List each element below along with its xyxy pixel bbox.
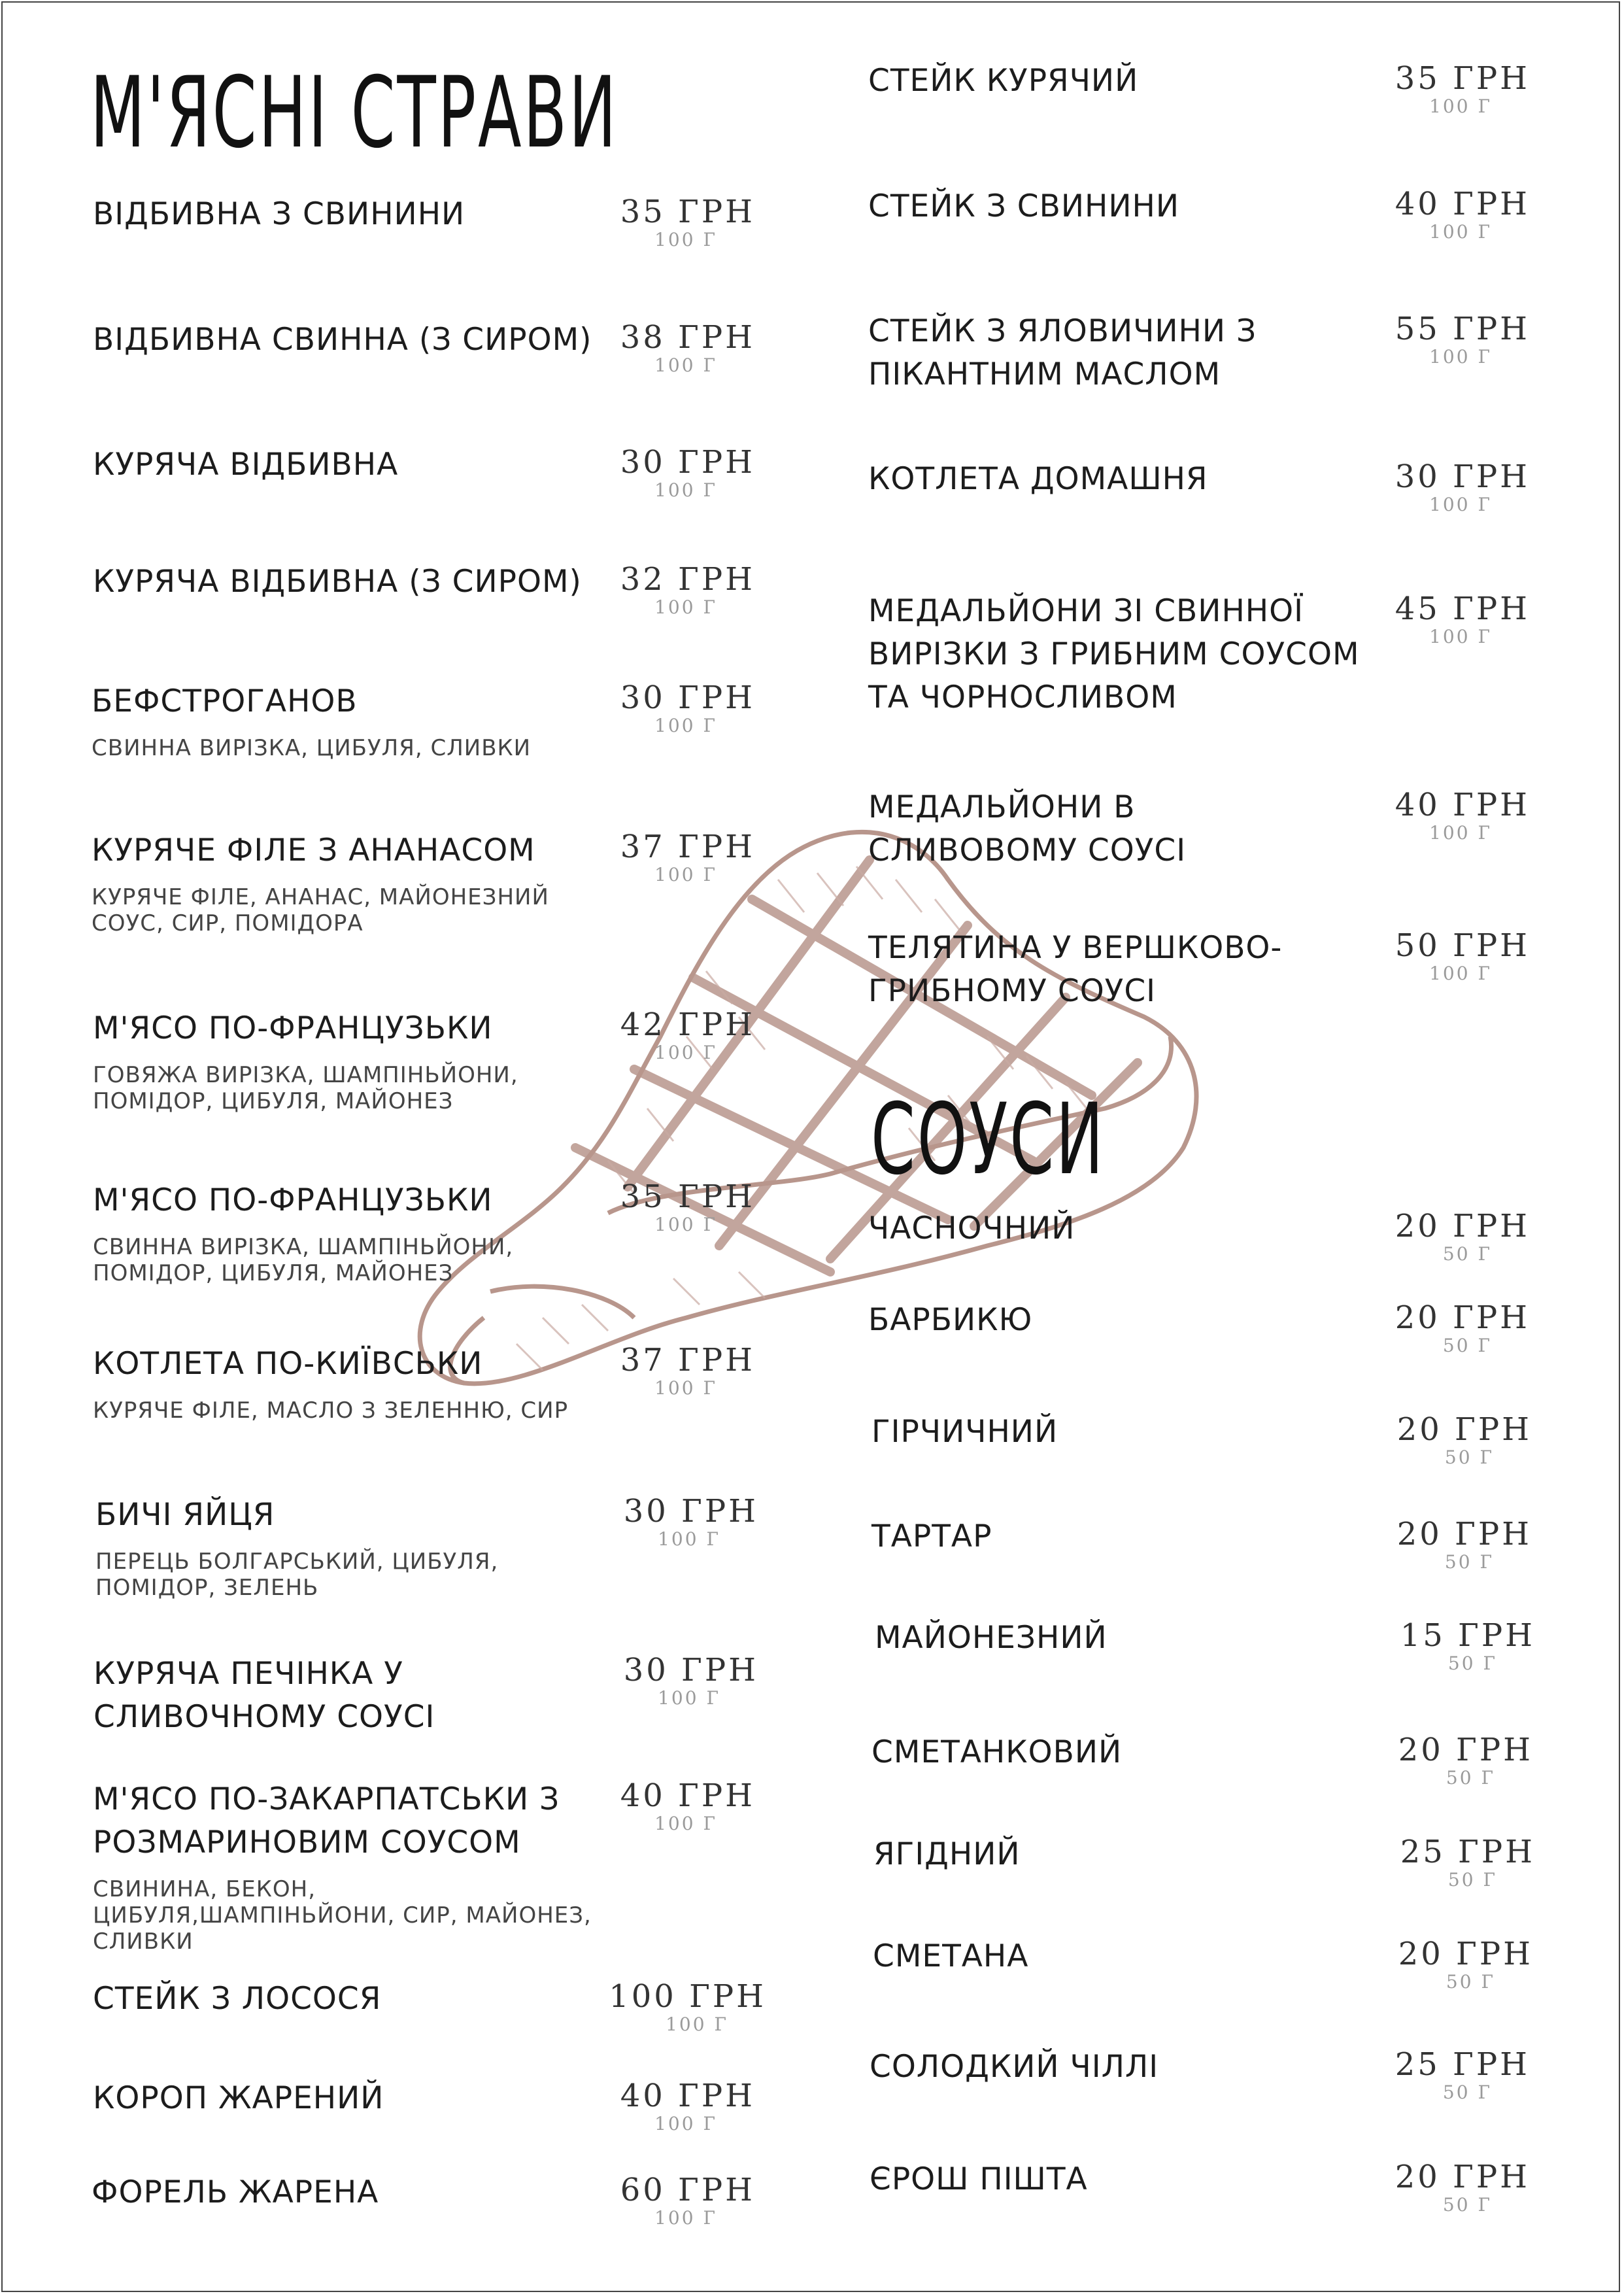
menu-item [93, 1179, 616, 1286]
menu-item [93, 1007, 616, 1114]
item-weight: 100 Г [658, 1528, 720, 1550]
item-name: ЯГІДНИЙ [873, 1836, 1021, 1872]
price-value: 20 ГРН [1398, 1732, 1533, 1768]
menu-item [92, 829, 615, 936]
item-price [1337, 1936, 1533, 1992]
item-weight: 100 Г [654, 229, 717, 250]
sauce-item [871, 1731, 1329, 1774]
item-weight: 100 Г [658, 1687, 720, 1709]
price-value: 30 ГРН [620, 444, 755, 481]
item-price [1334, 787, 1530, 843]
menu-item [95, 1494, 618, 1601]
menu-item [868, 786, 1352, 872]
item-weight: 100 Г [666, 2013, 728, 2035]
item-price [559, 1777, 755, 1834]
item-name: СМЕТАНА [873, 1938, 1029, 1974]
sauce-item [873, 1833, 1331, 1876]
item-weight: 50 Г [1442, 2082, 1492, 2103]
item-description: КУРЯЧЕ ФІЛЕ, АНАНАС, МАЙОНЕЗНИЙ СОУС, СИР, ПОМІДОРА [92, 884, 549, 936]
item-name: ВІДБИВНА З СВИНИНИ [93, 196, 465, 232]
price-value: 38 ГРН [620, 319, 755, 356]
menu-item [868, 458, 1365, 501]
item-weight: 100 Г [654, 1214, 717, 1235]
price-value: 40 ГРН [620, 1777, 755, 1814]
section-title-sauces: СОУСИ [871, 1083, 1106, 1197]
price-value: 100 ГРН [609, 1978, 766, 2015]
item-weight: 50 Г [1442, 2194, 1492, 2216]
item-price [559, 561, 755, 617]
item-name: МЕДАЛЬЙОНИ В СЛИВОВОМУ СОУСІ [868, 789, 1187, 868]
item-price [559, 829, 755, 885]
price-value: 40 ГРН [1395, 186, 1530, 222]
item-name: КУРЯЧЕ ФІЛЕ З АНАНАСОМ [92, 832, 535, 868]
item-price [559, 319, 755, 375]
price-value: 32 ГРН [620, 561, 755, 598]
item-weight: 100 Г [1429, 626, 1492, 647]
price-value: 60 ГРН [620, 2172, 755, 2208]
item-name: КУРЯЧА ВІДБИВНА [93, 447, 399, 483]
item-weight: 100 Г [654, 354, 717, 376]
price-value: 30 ГРН [620, 679, 755, 716]
item-price [1334, 1299, 1530, 1356]
item-price [562, 1652, 758, 1708]
item-weight: 100 Г [654, 864, 717, 885]
menu-item [868, 927, 1326, 1013]
item-description: ГОВЯЖА ВИРІЗКА, ШАМПІНЬЙОНИ, ПОМІДОР, ЦИБУЛЯ, МАЙОНЕЗ [93, 1062, 518, 1114]
sauce-item [875, 1617, 1332, 1660]
item-price [559, 2172, 755, 2228]
item-weight: 100 Г [654, 479, 717, 501]
price-value: 40 ГРН [1395, 787, 1530, 823]
item-price [1337, 1732, 1533, 1788]
menu-item [93, 318, 616, 362]
price-value: 37 ГРН [620, 1342, 755, 1379]
item-weight: 50 Г [1444, 1551, 1494, 1573]
item-weight: 100 Г [654, 596, 717, 618]
item-price [559, 679, 755, 736]
item-price [1334, 458, 1530, 515]
item-name: СТЕЙК З ЯЛОВИЧИНИ З ПІКАНТНИМ МАСЛОМ [868, 313, 1257, 392]
menu-item [93, 560, 616, 604]
price-value: 20 ГРН [1396, 1516, 1532, 1552]
sauce-item [868, 1207, 1326, 1250]
item-description: ПЕРЕЦЬ БОЛГАРСЬКИЙ, ЦИБУЛЯ, ПОМІДОР, ЗЕЛЕНЬ [95, 1549, 499, 1601]
item-price [559, 1006, 755, 1063]
item-price [1334, 927, 1530, 984]
item-name: КОТЛЕТА ДОМАШНЯ [868, 461, 1208, 497]
menu-item [92, 2171, 615, 2214]
item-name: СМЕТАНКОВИЙ [871, 1734, 1123, 1770]
menu-item [93, 1978, 616, 2021]
item-name: ЄРОШ ПІШТА [870, 2161, 1088, 2197]
item-price [1334, 1208, 1530, 1264]
item-weight: 50 Г [1442, 1335, 1492, 1356]
item-price [1334, 2159, 1530, 2215]
sauce-item [871, 1515, 1329, 1558]
item-name: ЧАСНОЧНИЙ [868, 1210, 1075, 1246]
sauce-item [873, 1935, 1330, 1978]
price-value: 35 ГРН [620, 194, 755, 230]
item-name: МАЙОНЕЗНИЙ [875, 1620, 1108, 1656]
item-price [1334, 311, 1530, 367]
item-name: БАРБИКЮ [868, 1302, 1033, 1338]
item-price [1334, 186, 1530, 242]
menu-item [868, 590, 1378, 719]
item-weight: 100 Г [654, 1813, 717, 1834]
item-weight: 100 Г [654, 1042, 717, 1063]
item-weight: 100 Г [1429, 494, 1492, 515]
item-name: М'ЯСО ПО-ЗАКАРПАТСЬКИ З РОЗМАРИНОВИМ СОУСОМ [93, 1781, 560, 1860]
price-value: 35 ГРН [1395, 60, 1530, 97]
price-value: 55 ГРН [1395, 311, 1530, 347]
item-name: СТЕЙК З ЛОСОСЯ [93, 1981, 382, 2017]
item-price [1336, 1411, 1532, 1467]
price-value: 20 ГРН [1395, 1299, 1530, 1336]
price-value: 25 ГРН [1395, 2046, 1530, 2083]
item-weight: 50 Г [1446, 1767, 1495, 1789]
price-value: 15 ГРН [1400, 1617, 1535, 1654]
price-value: 20 ГРН [1396, 1411, 1532, 1448]
item-description: КУРЯЧЕ ФІЛЕ, МАСЛО З ЗЕЛЕННЮ, СИР [93, 1397, 569, 1424]
item-description: СВИНИНА, БЕКОН, ЦИБУЛЯ,ШАМПІНЬЙОНИ, СИР, МАЙОНЕЗ, СЛИВКИ [93, 1876, 592, 1955]
price-value: 30 ГРН [623, 1652, 758, 1688]
menu-item [868, 60, 1365, 103]
item-price [1339, 1834, 1535, 1890]
item-weight: 100 Г [1429, 822, 1492, 844]
item-weight: 100 Г [654, 1377, 717, 1399]
menu-item [93, 1778, 603, 1955]
item-name: ВІДБИВНА СВИННА (З СИРОМ) [93, 322, 592, 358]
menu-item [93, 2077, 616, 2120]
price-value: 35 ГРН [620, 1178, 755, 1215]
price-value: 42 ГРН [620, 1006, 755, 1043]
price-value: 37 ГРН [620, 829, 755, 865]
item-weight: 50 Г [1446, 1971, 1495, 1993]
item-weight: 100 Г [1429, 963, 1492, 984]
item-weight: 100 Г [1429, 221, 1492, 243]
price-value: 50 ГРН [1395, 927, 1530, 964]
item-name: ТЕЛЯТИНА У ВЕРШКОВО-ГРИБНОМУ СОУСІ [868, 930, 1283, 1009]
item-price [559, 194, 755, 250]
price-value: 25 ГРН [1400, 1834, 1535, 1870]
price-value: 30 ГРН [1395, 458, 1530, 495]
item-name: СТЕЙК З СВИНИНИ [868, 188, 1179, 224]
price-value: 30 ГРН [623, 1493, 758, 1530]
menu-item [868, 310, 1300, 396]
item-name: КУРЯЧА ВІДБИВНА (З СИРОМ) [93, 564, 582, 600]
item-weight: 100 Г [1429, 95, 1492, 117]
item-weight: 50 Г [1447, 1653, 1497, 1674]
item-name: ТАРТАР [871, 1518, 992, 1554]
item-price [1334, 591, 1530, 647]
item-weight: 50 Г [1447, 1869, 1497, 1891]
menu-item [92, 680, 615, 761]
item-name: КОРОП ЖАРЕНИЙ [93, 2080, 384, 2116]
price-value: 40 ГРН [620, 2078, 755, 2114]
item-name: ГІРЧИЧНИЙ [871, 1414, 1058, 1450]
item-price [1336, 1516, 1532, 1572]
item-name: СОЛОДКИЙ ЧІЛЛІ [870, 2049, 1159, 2085]
item-name: БИЧІ ЯЙЦЯ [95, 1497, 275, 1533]
item-weight: 100 Г [654, 2207, 717, 2229]
menu-item [93, 1653, 630, 1739]
menu-item [93, 193, 616, 236]
menu-item [868, 185, 1365, 228]
item-price [570, 1978, 766, 2034]
item-weight: 100 Г [654, 2113, 717, 2134]
section-title-meat: М'ЯСНІ СТРАВИ [90, 56, 618, 170]
price-value: 20 ГРН [1395, 2159, 1530, 2195]
sauce-item [870, 2158, 1327, 2201]
item-name: ФОРЕЛЬ ЖАРЕНА [92, 2174, 379, 2210]
sauce-item [870, 2046, 1327, 2089]
item-name: КУРЯЧА ПЕЧІНКА У СЛИВОЧНОМУ СОУСІ [93, 1656, 435, 1735]
item-price [559, 1178, 755, 1235]
item-price [1339, 1617, 1535, 1673]
item-price [562, 1493, 758, 1549]
item-weight: 100 Г [1429, 346, 1492, 368]
item-price [1334, 2046, 1530, 2102]
item-name: КОТЛЕТА ПО-КИЇВСЬКИ [93, 1346, 483, 1382]
item-name: СТЕЙК КУРЯЧИЙ [868, 63, 1139, 99]
item-name: БЕФСТРОГАНОВ [92, 683, 358, 719]
item-name: МЕДАЛЬЙОНИ ЗІ СВИННОЇ ВИРІЗКИ З ГРИБНИМ СОУСОМ ТА ЧОРНОСЛИВОМ [868, 593, 1360, 715]
item-description: СВИННА ВИРІЗКА, ШАМПІНЬЙОНИ, ПОМІДОР, ЦИБУЛЯ, МАЙОНЕЗ [93, 1234, 514, 1286]
price-value: 45 ГРН [1395, 591, 1530, 627]
sauce-item [871, 1411, 1329, 1454]
item-price [559, 2078, 755, 2134]
item-price [1334, 60, 1530, 116]
item-description: СВИННА ВИРІЗКА, ЦИБУЛЯ, СЛИВКИ [92, 735, 532, 761]
price-value: 20 ГРН [1395, 1208, 1530, 1244]
item-weight: 100 Г [654, 715, 717, 736]
price-value: 20 ГРН [1398, 1936, 1533, 1972]
item-weight: 50 Г [1444, 1447, 1494, 1468]
sauce-item [868, 1299, 1326, 1342]
item-name: М'ЯСО ПО-ФРАНЦУЗЬКИ [93, 1182, 493, 1218]
item-name: М'ЯСО ПО-ФРАНЦУЗЬКИ [93, 1010, 493, 1046]
menu-item [93, 1343, 616, 1424]
item-weight: 50 Г [1442, 1243, 1492, 1265]
item-price [559, 1342, 755, 1398]
item-price [559, 444, 755, 500]
menu-item [93, 443, 616, 487]
